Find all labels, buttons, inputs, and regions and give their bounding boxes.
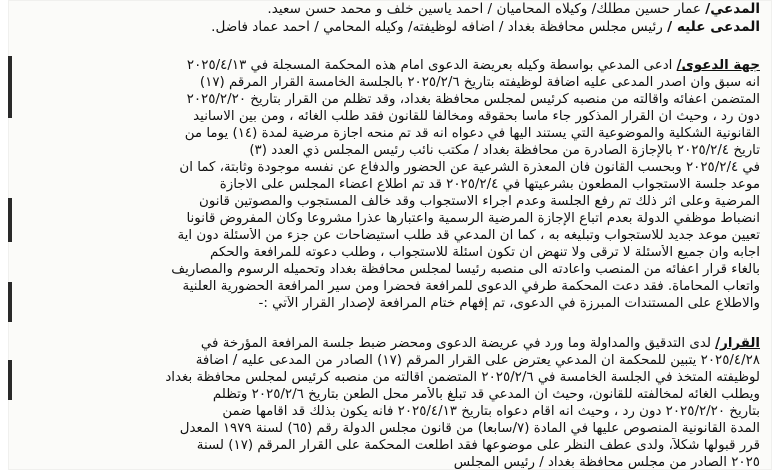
decision-line: ٢٠٢٥/٤/٢٨ يتبين للمحكمة ان المدعي يعترض على القرار المرقم (١٧) الصادر من المدعى عليه / اضافة [195,353,760,368]
claim-line: بالغاء قرار اعفائه من المنصب واعادته الى منصبه رئيسا لمجلس محافظة بغداد وتحميله الرسوم والمصاريف [171,262,760,277]
decision-line: المدة القانونية المنصوص عليها في المادة (٧/سابعا) من قانون مجلس الدولة رقم (٦٥) لسنة ١٩٧٩ المعدل [179,421,760,436]
claim-line: تاريخ ٢٠٢٥/٢/٤ بالإجازة الصادرة من محافظة بغداد / مكتب نائب رئيس المجلس ذي العدد (٣) [249,143,760,158]
claim-line: واتعاب المحاماة. فقد دعت المحكمة طرفي الدعوى للمرافعة فحضرا ومن سير المرافعة الحضورية العلنية [182,279,760,294]
claimant-label: المدعي/ [705,1,760,17]
decision-line: ٢٠٢٥ الصادر من مجلس محافظة بغداد / رئيس المجلس [453,455,760,470]
defendant-label: المدعى عليه / [667,19,760,35]
claim-line [28,58,760,74]
decision-text: لدى التدقيق والمداولة وما ورد في عريضة الدعوى ومحضر ضبط جلسة المرافعة المؤرخة في [200,336,711,351]
claimant-line [28,1,760,17]
claim-line: اجابه وان جميع الأسئلة لا ترقى ولا تنهض ان تكون اسئلة للاستجواب ، وطلب دعوته للمرافعة والحكم [210,245,760,260]
claim-line: والاطلاع على المستندات المبرزة في الدعوى، تم إفهام ختام المرافعة لإصدار القرار الآتي :- [258,296,760,311]
left-edge-mark [8,282,12,322]
decision-line: بتاريخ ٢٠٢٥/٢/٢٠ دون رد ، وحيث انه اقام دعواه بتاريخ ٢٠٢٥/٤/١٣ فانه يكون بذلك قد اقامها ضمن [222,404,760,419]
decision-line [28,336,760,352]
claim-line: موعد جلسة الاستجواب المطعون بشرعيتها في ٢٠٢٥/٢/٤ قد تم اطلاع اعضاء المجلس على الاجازة [219,177,760,192]
claim-line: انضباط موظفي الدولة بعدم اتباع الإجازة المرضية الرسمية واعتبارها عذرا مشروعا وكان المفروض قانونا [186,211,760,226]
decision-line: قرر قبولها شكلاً، ولدى عطف النظر على موضوعها فقد اطلعت المحكمة على القرار المرقم (١٧) لسنة [196,438,760,453]
decision-line: لوظيفته المتخذ في الجلسة الخامسة في ٢٠٢٥/٢/٦ المتضمن اقالته من منصبه كرئيس لمجلس محافظة بغداد [165,370,760,385]
claim-line: دون رد ، وحيث ان القرار المذكور جاء ماسا بحقوقه ومخالفا للقانون فقد طلب الغائه ، ومن بين الاسانيد [193,109,760,124]
decision-heading: القرار/ [715,336,760,351]
left-edge-mark [8,198,12,242]
claim-line: المرضية وعلى اثر ذلك تم رفع الجلسة وعدم اجراء الاستجواب وقد خالف المستجوب والمصوتين قانون [199,194,760,209]
claim-line: المتضمن اعفائه واقالته من منصبه كرئيس لمجلس محافظة بغداد، وقد تظلم من القرار بتاريخ ٢٠٢٥/٢/٢٠ [186,92,760,107]
claim-line: القانونية الشكلية والموضوعية التي يستند اليها في دعواه انه قد تم منحه اجازة مرضية لمدة (١٤) يوما من [184,126,760,141]
claim-line: في ٢٠٢٥/٢/٤ وبحسب القانون فان المعذرة الشرعية عن الحضور والدفاع عن نفسه موجودة وثابتة، كما ان [179,160,760,175]
defendant-line [28,19,760,35]
document-paper [8,0,772,470]
decision-line: ويطلب الغائه لمخالفته للقانون، وحيث ان المدعي قد تبلغ بالأمر محل الطعن بتاريخ ٢٠٢٥/٢/٦ وتظلم [212,387,760,402]
claim-heading: جهة الدعوى/ [676,58,760,73]
claim-line: انه سبق وان اصدر المدعى عليه اضافة لوظيفته بتاريخ ٢٠٢٥/٢/٦ بالجلسة الخامسة القرار المرقم (١٧) [199,75,760,90]
claimant-text: عمار حسين مطلك/ وكيلاه المحاميان / احمد ياسين خلف و محمد حسن سعيد. [267,1,701,17]
claim-line: تعيين موعد جديد للاستجواب وتبليغه به ، كما ان المدعي قد طلب استيضاحات عن جزء من الأسئلة دون اية [177,228,760,243]
left-edge-mark [8,56,12,118]
claim-text: ادعى المدعي بواسطة وكيله بعريضة الدعوى امام هذه المحكمة المسجلة في ٢٠٢٥/٤/١٣ [186,58,673,73]
defendant-text: رئيس مجلس محافظة بغداد / اضافه لوظيفته/ وكيله المحامي / احمد عماد فاضل. [211,19,663,35]
left-edge-mark [8,360,12,400]
